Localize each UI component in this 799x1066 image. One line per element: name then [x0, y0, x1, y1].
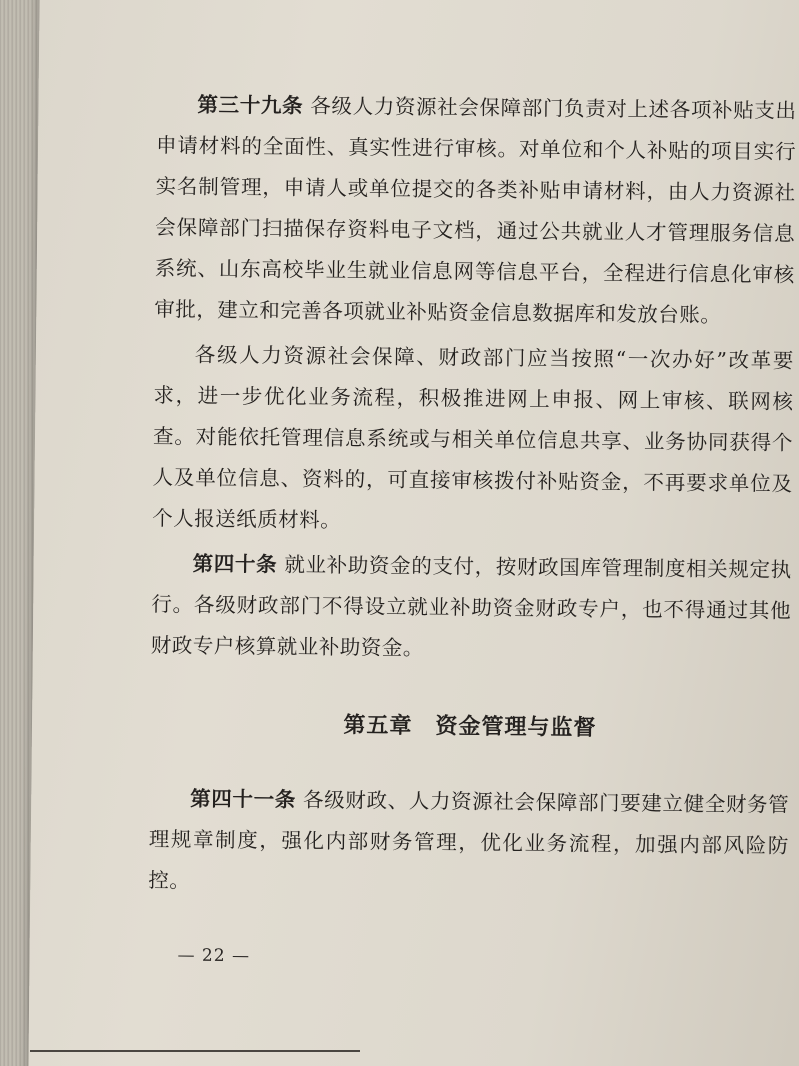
chapter-heading: 第五章 资金管理与监督 [343, 713, 597, 741]
article-41-label: 第四十一条 [190, 786, 297, 812]
article-40-label: 第四十条 [192, 551, 278, 577]
article-40-text: 就业补助资金的支付，按财政国库管理制度相关规定执行。各级财政部门不得设立就业补助资金财政专户，也不得通过其他财政专户核算就业补助资金。 [150, 552, 792, 661]
page-number: — 22 — [177, 945, 251, 967]
article-39-text: 各级人力资源社会保障部门负责对上述各项补贴支出申请材料的全面性、真实性进行审核。对单位和个人补贴的项目实行实名制管理，申请人或单位提交的各类补贴申请材料，由人力资源社会保障部门扫描保存资料电子文档，通过公共就业人才管理服务信息系统、山东高校毕业生就业信息网等信息平台，全程进行信息化审核审批，建立和完善各项就业补贴资金信息数据库和发放台账。 [154, 93, 797, 328]
article-39-paragraph-2-text: 各级人力资源社会保障、财政部门应当按照“一次办好”改革要求，进一步优化业务流程，积极推进网上申报、网上审核、联网核查。对能依托管理信息系统或与相关单位信息共享、业务协同获得个人及单位信息、资料的，可直接审核拨付补贴资金，不再要求单位及个人报送纸质材料。 [152, 342, 794, 533]
article-39-label: 第三十九条 [197, 92, 304, 118]
document-page [28, 0, 799, 1066]
article-40 [151, 543, 792, 673]
article-39-paragraph-2 [152, 334, 794, 546]
article-41-text: 各级财政、人力资源社会保障部门要建立健全财务管理规章制度，强化内部财务管理，优化业务流程，加强内部风险防控。 [148, 787, 790, 893]
article-39 [154, 84, 797, 337]
bottom-rule [30, 1050, 360, 1052]
text-block [148, 84, 797, 908]
article-41 [148, 778, 789, 908]
